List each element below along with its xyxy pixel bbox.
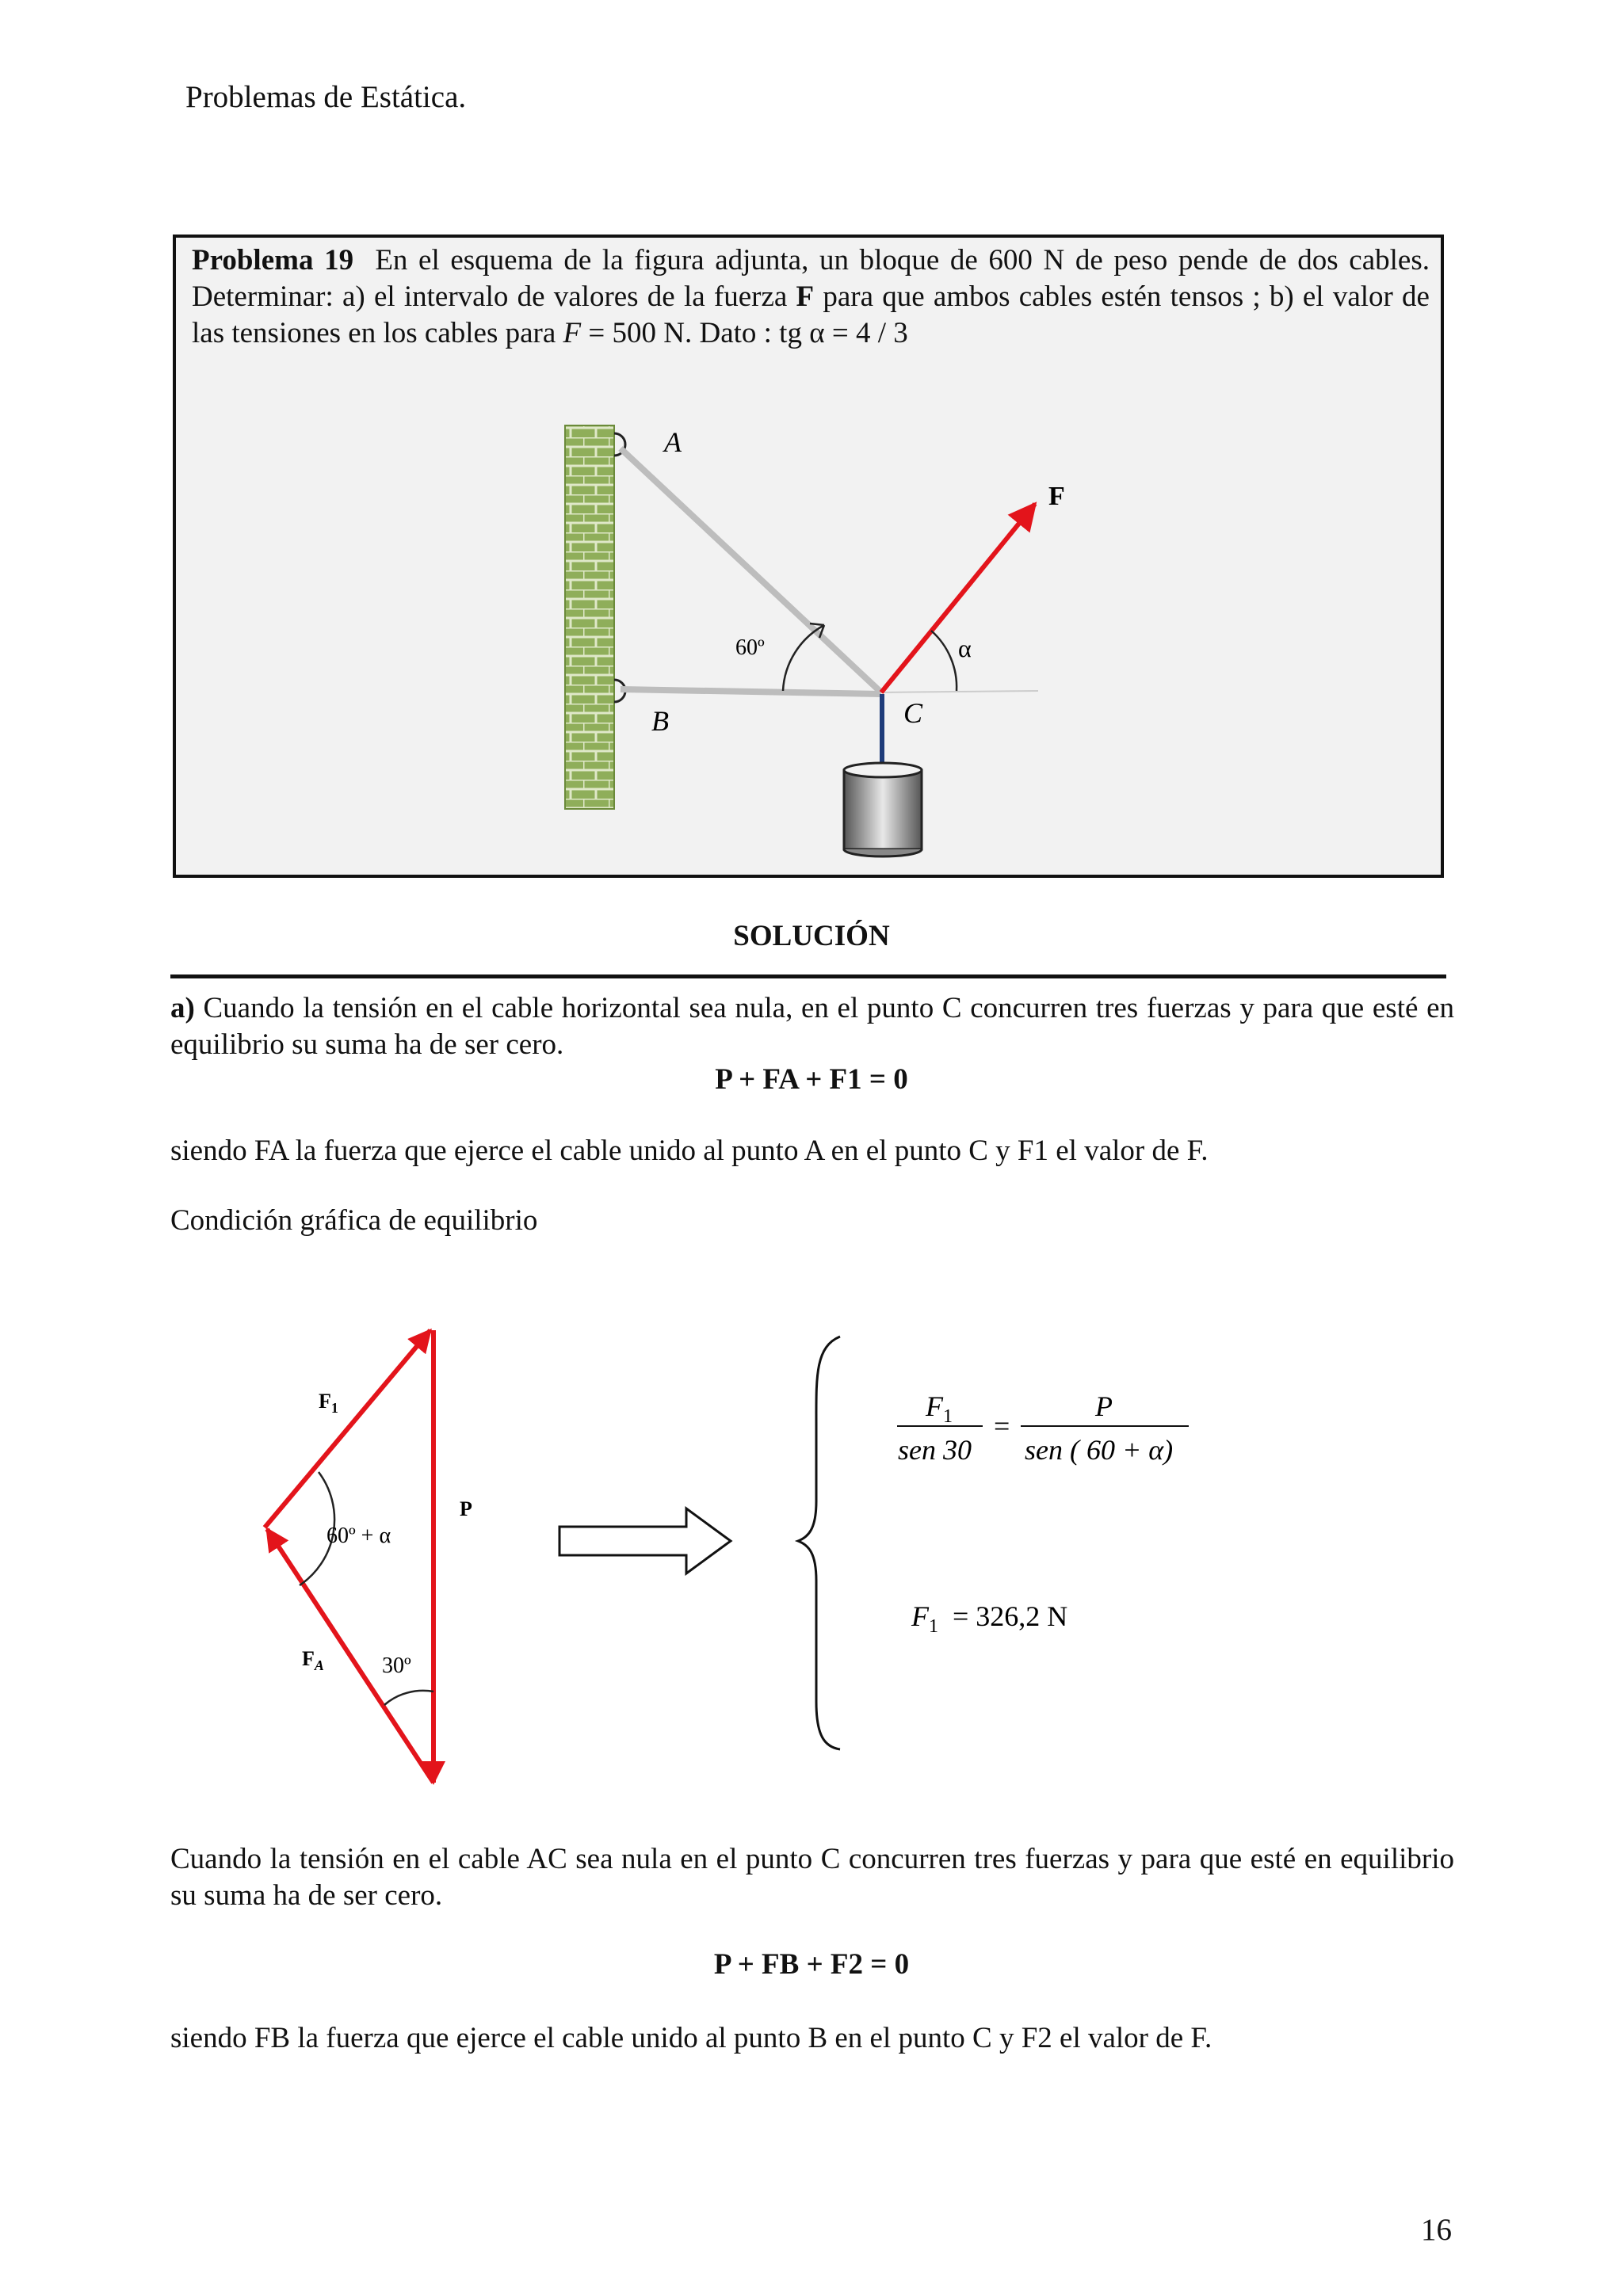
label-angle-60: 60º [735, 635, 765, 660]
solution-title: SOLUCIÓN [733, 920, 890, 952]
problem-force-bold: F [796, 280, 815, 313]
label-angle-alpha: α [958, 634, 972, 662]
page-number: 16 [1421, 2213, 1452, 2247]
part-b-paragraph: Cuando la tensión en el cable AC sea nula en el punto C concurren tres fuerzas y para que esté en equilibrio su suma ha de ser cero. [170, 1843, 1454, 1912]
frac-num-left-sub: 1 [943, 1406, 953, 1427]
vector-f1 [265, 1330, 430, 1527]
label-b: B [651, 705, 669, 737]
page-header: Problemas de Estática. [185, 80, 467, 114]
svg-text:FA [302, 1647, 324, 1673]
svg-text:F1 [319, 1390, 338, 1416]
label-fa-sub: A [314, 1657, 324, 1673]
problem-text-1: En el esquema de la figura adjunta, un bloque de 600 N de peso pende de dos cables. Determinar: a) el intervalo de valores de la fuerza [192, 244, 1430, 313]
svg-text:F1 [925, 1390, 953, 1427]
result-sub: 1 [929, 1616, 938, 1637]
label-fa: F [302, 1647, 315, 1670]
brace [798, 1337, 840, 1749]
label-c: C [903, 697, 923, 729]
label-f1: F [319, 1390, 331, 1413]
frac-den-right: sen ( 60 + α) [1025, 1434, 1174, 1466]
implies-arrow [559, 1508, 731, 1573]
label-angle-30: 30º [382, 1653, 411, 1678]
problem-text-2: para que ambos cables estén tensos ; b) el valor de las tensiones en los cables para [192, 280, 1430, 349]
problem-text-3: = 500 N. Dato : tg α = 4 / 3 [581, 317, 908, 349]
label-a: A [664, 426, 682, 458]
label-p: P [460, 1497, 472, 1520]
equation-1: P + FA + F1 = 0 [715, 1063, 908, 1096]
label-angle-60-alpha: 60º + α [327, 1524, 391, 1548]
problem-force-italic: F [563, 317, 582, 349]
part-a-text: Cuando la tensión en el cable horizontal sea nula, en el punto C concurren tres fuerzas y para que esté en equilibrio su suma ha de ser cero. [170, 992, 1454, 1061]
problem-label: Problema 19 [192, 244, 354, 277]
condicion-grafica: Condición gráfica de equilibrio [170, 1204, 538, 1237]
result-value: = 326,2 N [953, 1600, 1068, 1632]
equation-2: P + FB + F2 = 0 [713, 1948, 910, 1981]
part-a-label: a) [170, 992, 195, 1024]
siendo-2: siendo FB la fuerza que ejerce el cable unido al punto B en el punto C y F2 el valor de F. [170, 2022, 1212, 2054]
label-f1-sub: 1 [330, 1400, 338, 1416]
frac-num-left: F [926, 1390, 943, 1422]
angle-30-arc [384, 1691, 433, 1705]
frac-num-right: P [1095, 1390, 1113, 1422]
siendo-1: siendo FA la fuerza que ejerce el cable unido al punto A en el punto C y F1 el valor de F. [170, 1135, 1209, 1167]
label-f: F [1048, 482, 1065, 511]
frac-equals: = [994, 1410, 1010, 1442]
result-symbol: F [911, 1600, 929, 1632]
frac-den-left: sen 30 [898, 1434, 972, 1466]
svg-text:F1 [911, 1600, 938, 1637]
